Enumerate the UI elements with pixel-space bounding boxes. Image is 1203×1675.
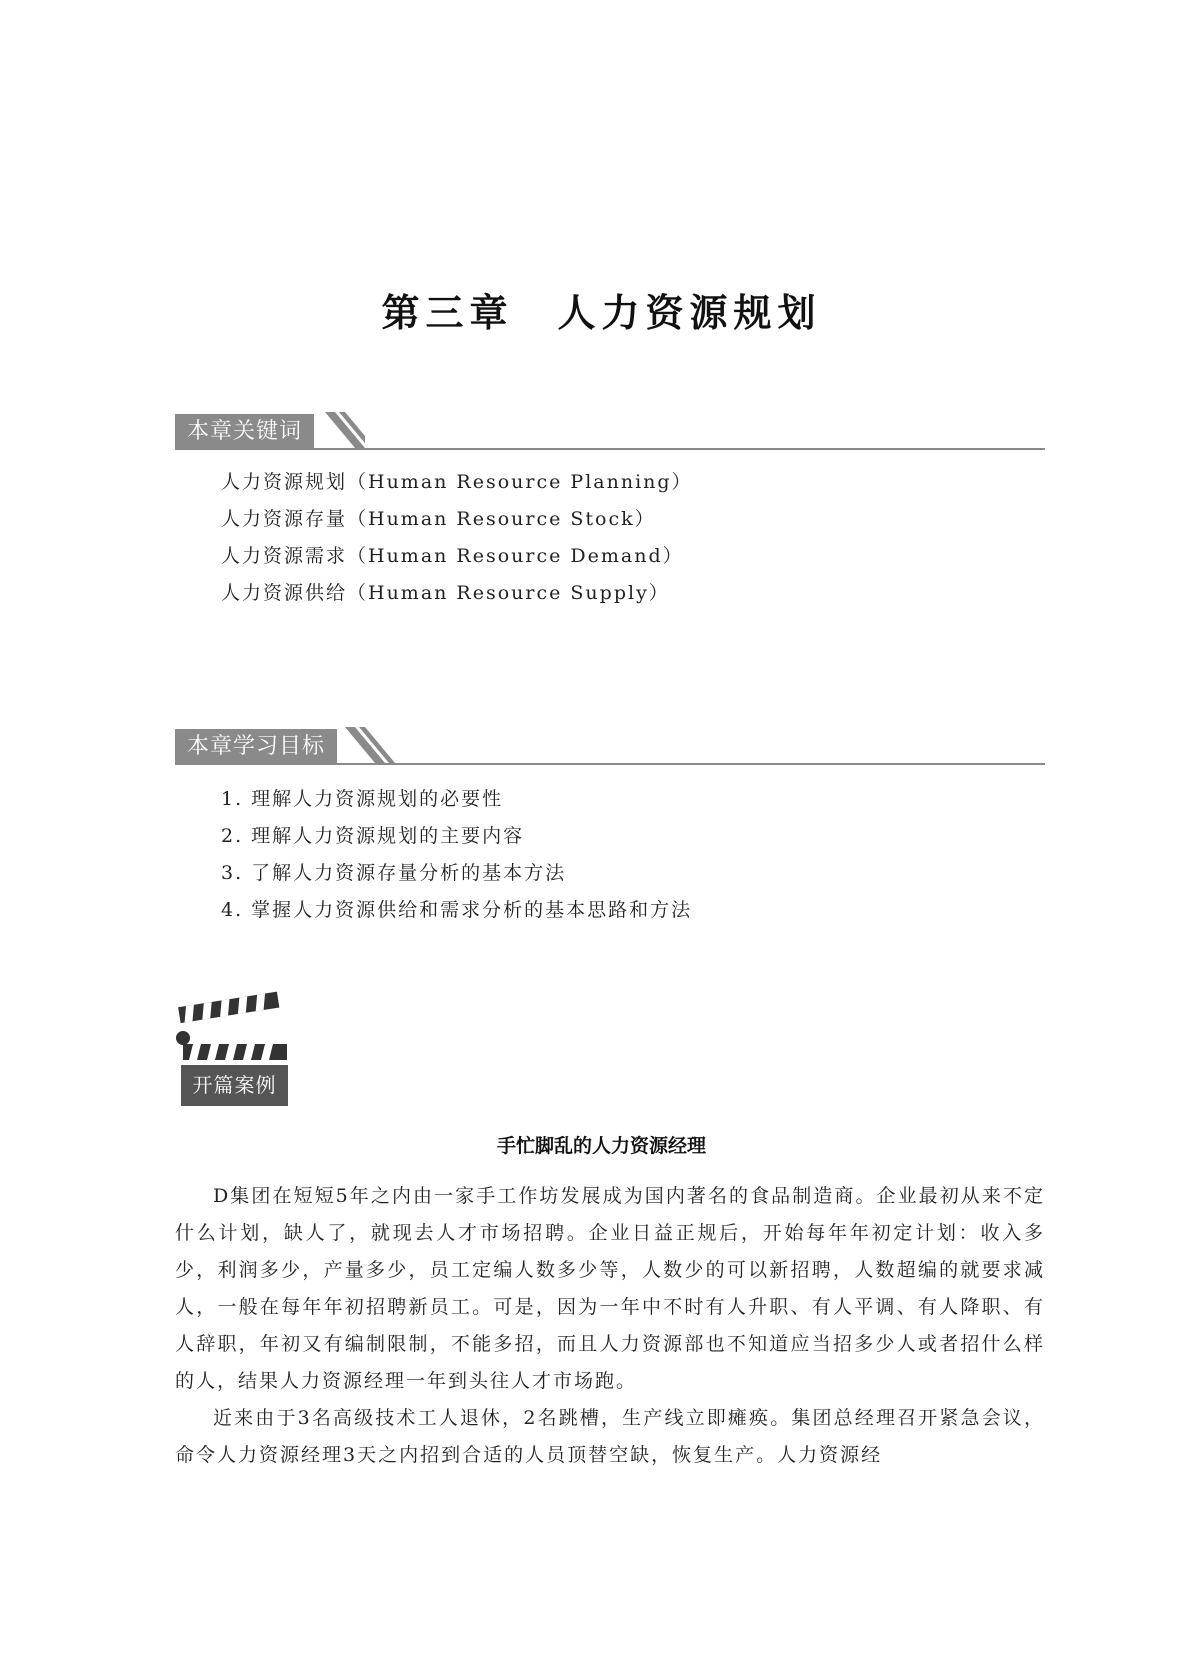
- keyword-item: 人力资源需求（Human Resource Demand）: [221, 545, 684, 567]
- opening-case-label: 开篇案例: [181, 1065, 288, 1106]
- objectives-list: [221, 781, 692, 929]
- keywords-section-header: [175, 412, 1045, 450]
- header-slash-decoration: [345, 727, 405, 765]
- header-slash-decoration: [325, 412, 365, 450]
- chapter-title: 第三章 人力资源规划: [381, 290, 822, 335]
- clapperboard-icon: [175, 986, 295, 1066]
- keyword-item: 人力资源规划（Human Resource Planning）: [221, 471, 693, 493]
- keywords-rule: [175, 448, 1045, 450]
- objectives-rule: [175, 763, 1045, 765]
- keywords-list: [221, 464, 693, 612]
- objective-item: 2. 理解人力资源规划的主要内容: [221, 825, 525, 847]
- opening-case-badge: [175, 986, 295, 1106]
- case-title: 手忙脚乱的人力资源经理: [496, 1135, 706, 1157]
- case-paragraph: 近来由于3名高级技术工人退休，2名跳槽，生产线立即瘫痪。集团总经理召开紧急会议，命令人力资源经理3天之内招到合适的人员顶替空缺，恢复生产。人力资源经: [175, 1407, 1045, 1466]
- objective-item: 4. 掌握人力资源供给和需求分析的基本思路和方法: [221, 899, 693, 921]
- objective-item: 1. 理解人力资源规划的必要性: [221, 788, 504, 810]
- case-body: [175, 1178, 1045, 1474]
- objectives-heading: 本章学习目标: [175, 729, 337, 765]
- keywords-heading: 本章关键词: [175, 414, 314, 450]
- objective-item: 3. 了解人力资源存量分析的基本方法: [221, 862, 567, 884]
- keyword-item: 人力资源存量（Human Resource Stock）: [221, 508, 656, 530]
- objectives-section-header: [175, 727, 1045, 765]
- case-paragraph: D集团在短短5年之内由一家手工作坊发展成为国内著名的食品制造商。企业最初从来不定什么计划，缺人了，就现去人才市场招聘。企业日益正规后，开始每年年初定计划：收入多少，利润多少，产量多少，员工定编人数多少等，人数少的可以新招聘，人数超编的就要求减人，一般在每年年初招聘新员工。可是，因为一年中不时有人升职、有人平调、有人降职、有人辞职，年初又有编制限制，不能多招，而且人力资源部也不知道应当招多少人或者招什么样的人，结果人力资源经理一年到头往人才市场跑。: [175, 1185, 1045, 1392]
- keyword-item: 人力资源供给（Human Resource Supply）: [221, 582, 670, 604]
